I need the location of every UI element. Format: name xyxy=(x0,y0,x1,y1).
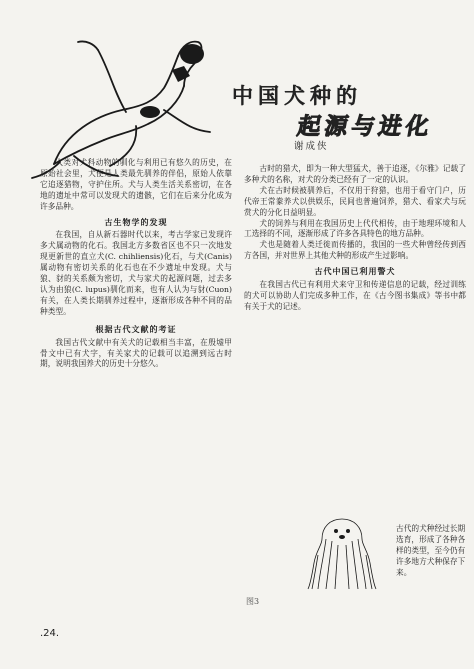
figure-label: 图3 xyxy=(246,597,260,606)
paragraph: 在我国，自从新石器时代以来，考古学家已发现许多犬属动物的化石。我国北方多数省区也不只一次地发现更新世的直立犬(C. chihliensis)化石，与犬(Canis)属动物有密切关系的化石也在不少遗址中发现。犬与狼、豺的关系颇为密切，犬与家犬的起源问题，过去多认为由狼(C. lupus)驯化而来，也有人认为与豺(Cuon)有关，在人类长期驯养过程中，逐渐形成各种不同的品种类型。 xyxy=(40,230,232,316)
paragraph: 在我国古代已有利用犬来守卫和传递信息的记载，经过训练的犬可以协助人们完成多种工作，在《古今图书集成》等书中都有关于犬的记述。 xyxy=(244,280,466,311)
left-column xyxy=(40,158,232,370)
intro-paragraph: 人类对犬科动物的驯化与利用已有悠久的历史，在原始社会里，犬便是人类最先驯养的伴侣，原始人依靠它追逐猎物，守护住所。犬与人类生活关系密切，在各地的遗址中常可以发现犬的遗骸，它们在后来分化成为许多品种。 xyxy=(40,158,232,211)
title-line-1: 中国犬种的 xyxy=(232,84,362,108)
author: 谢成侠 xyxy=(294,141,329,152)
paragraph: 犬也是随着人类迁徙而传播的，我国的一些犬种曾经传到西方各国，并对世界上其他犬种的形成产生过影响。 xyxy=(244,240,466,261)
long-haired-dog-illustration xyxy=(296,515,388,591)
article-title xyxy=(232,80,468,144)
page-number: .24. xyxy=(40,628,60,639)
figure-side-text: 古代的犬种经过长期选育，形成了各种各样的类型，至今仍有许多地方犬种保存下来。 xyxy=(396,524,466,577)
section-heading-paleontology: 古生物学的发现 xyxy=(104,216,168,227)
section-heading-literature: 根据古代文献的考证 xyxy=(95,323,177,334)
paragraph: 我国古代文献中有关犬的记载相当丰富，在殷墟甲骨文中已有犬字，有关家犬的记载可以追溯到远古时期，说明我国养犬的历史十分悠久。 xyxy=(40,337,232,369)
paragraph: 犬的饲养与利用在我国历史上代代相传，由于地理环境和人工选择的不同，逐渐形成了许多各具特色的地方品种。 xyxy=(244,218,466,239)
title-line-2: 起源与进化 xyxy=(295,114,435,140)
paragraph: 古时的猎犬，即为一种大型猛犬，善于追逐，《尔雅》记载了多种犬的名称，对犬的分类已经有了一定的认识。 xyxy=(244,164,466,184)
right-column xyxy=(244,164,466,313)
paragraph: 犬在古时候被驯养后，不仅用于狩猎，也用于看守门户，历代帝王常豢养犬以供娱乐，民间也普遍饲养，猎犬、看家犬与玩赏犬的分化日益明显。 xyxy=(244,185,466,217)
section-heading-police-dogs: 古代中国已利用警犬 xyxy=(314,266,396,277)
greyhound-illustration xyxy=(14,6,232,182)
